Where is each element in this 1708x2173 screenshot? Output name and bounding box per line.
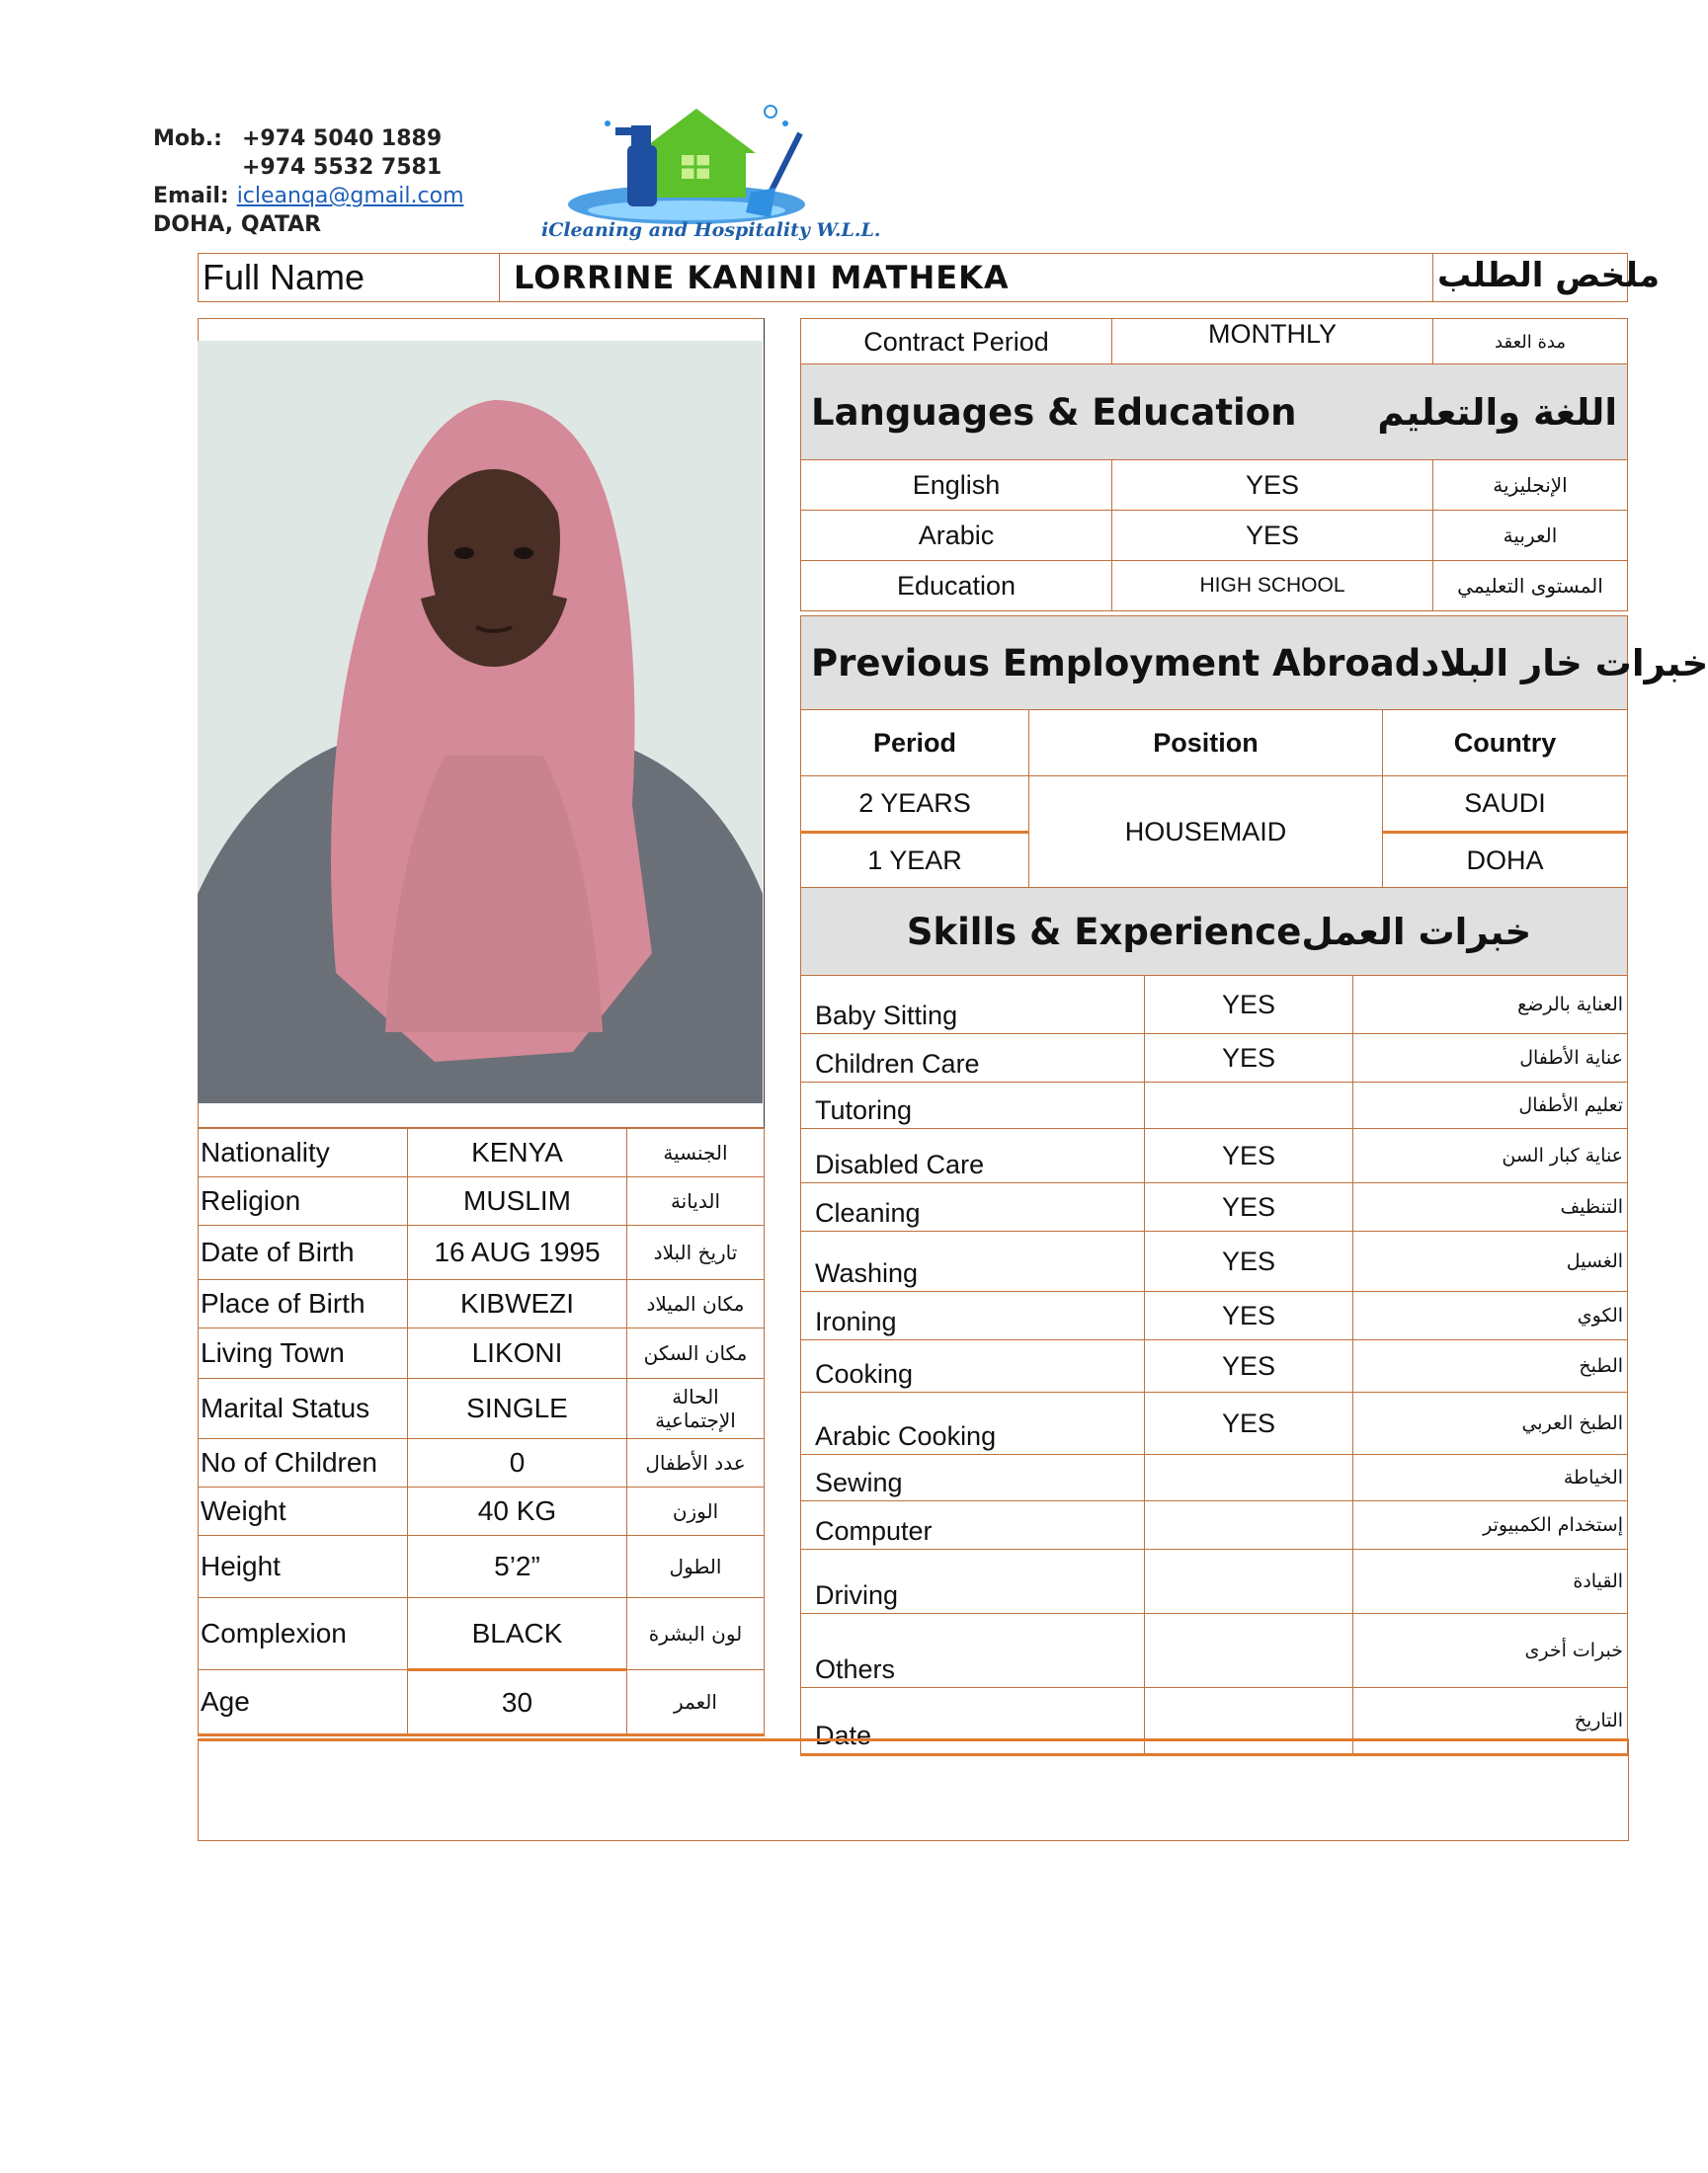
employment-table [800,615,1708,888]
personal-arabic: لون البشرة [627,1598,765,1670]
employment-title-arabic: خبرات خار البلاد [1421,641,1708,684]
skill-arabic: التاريخ [1353,1688,1628,1755]
personal-label: Place of Birth [199,1280,408,1328]
phone-2: +974 5532 7581 [242,155,443,180]
period-value-2: 1 YEAR [801,833,1029,888]
skill-value: YES [1145,1183,1353,1232]
language-value: HIGH SCHOOL [1112,561,1433,611]
skill-value: YES [1145,1129,1353,1183]
personal-value: BLACK [408,1598,627,1670]
skill-value: YES [1145,1292,1353,1340]
languages-table [800,363,1628,611]
full-name-label: Full Name [199,254,500,302]
skill-label: Date [801,1688,1145,1755]
phone-1: +974 5040 1889 [242,126,443,151]
skill-arabic: التنظيف [1353,1183,1628,1232]
language-arabic: العربية [1433,511,1628,561]
personal-arabic: الجنسية [627,1129,765,1177]
skill-value: YES [1145,976,1353,1034]
contact-block [153,124,464,239]
skill-arabic: العناية بالرضع [1353,976,1628,1034]
personal-arabic: مكان الميلاد [627,1280,765,1328]
position-header: Position [1029,710,1383,776]
personal-label: No of Children [199,1439,408,1488]
country-header: Country [1383,710,1628,776]
employment-section-header [801,616,1708,710]
personal-arabic: تاريخ البلاد [627,1226,765,1280]
full-name-value: LORRINE KANINI MATHEKA [500,254,1433,302]
mob-label: Mob.: [153,126,222,151]
skill-arabic: الطبخ العربي [1353,1393,1628,1455]
skill-arabic: الخياطة [1353,1455,1628,1501]
skills-table [800,887,1628,1756]
skill-label: Baby Sitting [801,976,1145,1034]
skill-arabic: تعليم الأطفال [1353,1083,1628,1129]
personal-label: Nationality [199,1129,408,1177]
language-arabic: المستوى التعليمي [1433,561,1628,611]
personal-value: MUSLIM [408,1177,627,1226]
skill-value [1145,1550,1353,1614]
location: DOHA, QATAR [153,212,322,237]
full-name-arabic: ملخص الطلب [1433,254,1628,302]
personal-value: LIKONI [408,1328,627,1379]
contract-period-value: MONTHLY [1112,319,1433,365]
personal-arabic: الحالة الإجتماعية [627,1379,765,1439]
contract-table [800,318,1628,365]
period-header: Period [801,710,1029,776]
languages-title: Languages & Education [811,390,1297,434]
personal-arabic: الوزن [627,1488,765,1536]
personal-arabic: الديانة [627,1177,765,1226]
skill-label: Others [801,1614,1145,1688]
skill-value [1145,1083,1353,1129]
skill-label: Cooking [801,1340,1145,1393]
employment-title: Previous Employment Abroad [811,641,1422,684]
personal-value: KIBWEZI [408,1280,627,1328]
skill-value: YES [1145,1340,1353,1393]
skills-title: Skills & Experience [906,910,1302,953]
position-value: HOUSEMAID [1029,776,1383,888]
personal-value: 16 AUG 1995 [408,1226,627,1280]
skill-arabic: الكوي [1353,1292,1628,1340]
languages-title-arabic: اللغة والتعليم [1377,390,1618,434]
skill-label: Arabic Cooking [801,1393,1145,1455]
personal-label: Weight [199,1488,408,1536]
personal-arabic: مكان السكن [627,1328,765,1379]
skill-arabic: الطبخ [1353,1340,1628,1393]
personal-label: Height [199,1536,408,1598]
personal-value: 40 KG [408,1488,627,1536]
skill-value [1145,1501,1353,1550]
personal-label: Religion [199,1177,408,1226]
skill-label: Disabled Care [801,1129,1145,1183]
skill-label: Driving [801,1550,1145,1614]
personal-value: KENYA [408,1129,627,1177]
skill-arabic: خبرات أخرى [1353,1614,1628,1688]
personal-label: Complexion [199,1598,408,1670]
skill-label: Cleaning [801,1183,1145,1232]
skill-label: Washing [801,1232,1145,1292]
name-bar [198,253,1661,302]
personal-label: Age [199,1670,408,1735]
personal-value: 5’2” [408,1536,627,1598]
personal-details-table [198,1128,765,1736]
email-label: Email: [153,184,229,208]
personal-arabic: الطول [627,1536,765,1598]
skill-arabic: عناية الأطفال [1353,1034,1628,1083]
skill-value: YES [1145,1232,1353,1292]
personal-value: 30 [408,1670,627,1735]
language-value: YES [1112,511,1433,561]
personal-value: 0 [408,1439,627,1488]
skill-label: Children Care [801,1034,1145,1083]
language-label: Arabic [801,511,1112,561]
company-name: iCleaning and Hospitality W.L.L. [541,219,881,241]
skill-value: YES [1145,1034,1353,1083]
skill-label: Computer [801,1501,1145,1550]
language-arabic: الإنجليزية [1433,460,1628,511]
contract-period-label: Contract Period [801,319,1112,365]
skill-value [1145,1455,1353,1501]
language-label: English [801,460,1112,511]
skill-value: YES [1145,1393,1353,1455]
skill-arabic: إستخدام الكمبيوتر [1353,1501,1628,1550]
personal-arabic: العمر [627,1670,765,1735]
personal-arabic: عدد الأطفال [627,1439,765,1488]
skill-arabic: القيادة [1353,1550,1628,1614]
skills-section-header [801,888,1628,976]
country-value-1: SAUDI [1383,776,1628,833]
remarks-box [198,1738,1629,1841]
skill-value [1145,1614,1353,1688]
personal-value: SINGLE [408,1379,627,1439]
skill-label: Ironing [801,1292,1145,1340]
period-value-1: 2 YEARS [801,776,1029,833]
skill-label: Tutoring [801,1083,1145,1129]
skill-label: Sewing [801,1455,1145,1501]
personal-label: Living Town [199,1328,408,1379]
skill-arabic: الغسيل [1353,1232,1628,1292]
language-value: YES [1112,460,1433,511]
skills-title-arabic: خبرات العمل [1301,910,1532,953]
candidate-photo [198,341,763,1103]
language-label: Education [801,561,1112,611]
skill-arabic: عناية كبار السن [1353,1129,1628,1183]
country-value-2: DOHA [1383,833,1628,888]
email-link[interactable]: icleanqa@gmail.com [236,184,464,208]
contract-period-arabic: مدة العقد [1433,319,1628,365]
personal-label: Marital Status [199,1379,408,1439]
personal-label: Date of Birth [199,1226,408,1280]
languages-section-header [801,364,1628,460]
